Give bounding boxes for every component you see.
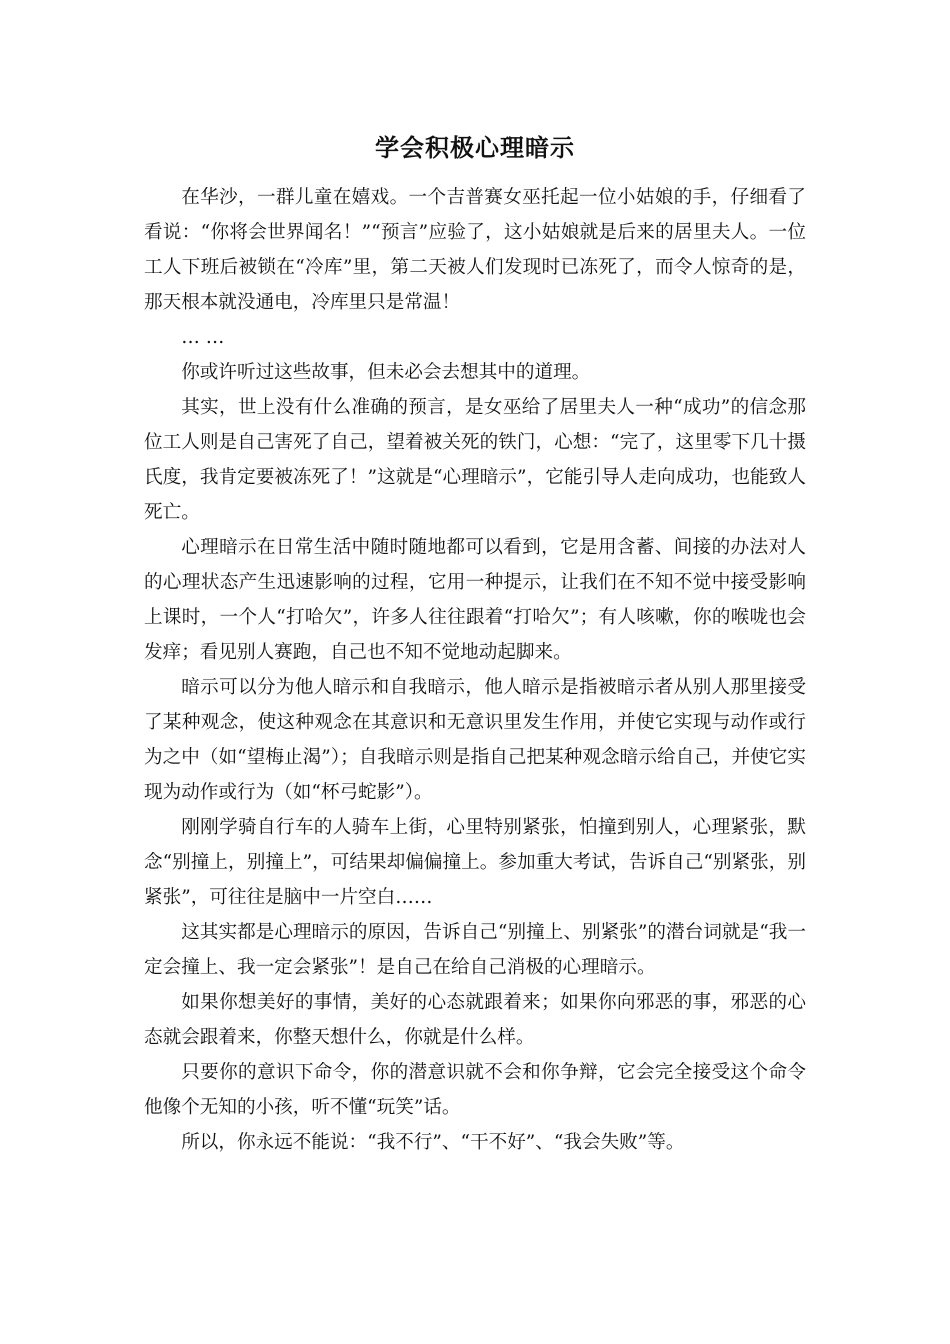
paragraph-6: 暗示可以分为他人暗示和自我暗示，他人暗示是指被暗示者从别人那里接受了某种观念，使这种观念在其意识和无意识里发生作用，并使它实现与动作或行为之中（如“望梅止渴”）；自我暗示则是指自己把某种观念暗示给自己，并使它实现为动作或行为（如“杯弓蛇影”）。 — [144, 677, 806, 803]
paragraph-1: 在华沙，一群儿童在嬉戏。一个吉普赛女巫托起一位小姑娘的手，仔细看了看说：“你将会世界闻名！”“预言”应验了，这小姑娘就是后来的居里夫人。一位工人下班后被锁在“冷库”里，第二天被人们发现时已冻死了，而令人惊奇的是，那天根本就没通电，冷库里只是常温！ — [144, 187, 806, 313]
document-body — [144, 180, 806, 1160]
paragraph-4: 其实，世上没有什么准确的预言，是女巫给了居里夫人一种“成功”的信念那位工人则是自己害死了自己，望着被关死的铁门，心想：“完了，这里零下几十摄氏度，我肯定要被冻死了！”这就是“心理暗示”，它能引导人走向成功，也能致人死亡。 — [144, 397, 806, 523]
paragraph-11: 所以，你永远不能说：“我不行”、“干不好”、“我会失败”等。 — [181, 1132, 685, 1153]
paragraph-9: 如果你想美好的事情，美好的心态就跟着来；如果你向邪恶的事，邪恶的心态就会跟着来，你整天想什么，你就是什么样。 — [144, 992, 806, 1048]
paragraph-10: 只要你的意识下命令，你的潜意识就不会和你争辩，它会完全接受这个命令他像个无知的小孩，听不懂“玩笑”话。 — [144, 1062, 806, 1118]
paragraph-3: 你或许听过这些故事，但未必会去想其中的道理。 — [181, 362, 591, 383]
paragraph-8: 这其实都是心理暗示的原因，告诉自己“别撞上、别紧张”的潜台词就是“我一定会撞上、我一定会紧张”！是自己在给自己消极的心理暗示。 — [144, 922, 806, 978]
paragraph-7: 刚刚学骑自行车的人骑车上街，心里特别紧张，怕撞到别人，心理紧张，默念“别撞上，别撞上”，可结果却偏偏撞上。参加重大考试，告诉自己“别紧张，别紧张”，可往往是脑中一片空白…… — [144, 817, 806, 908]
paragraph-2: … … — [181, 327, 225, 348]
paragraph-5: 心理暗示在日常生活中随时随地都可以看到，它是用含蓄、间接的办法对人的心理状态产生迅速影响的过程，它用一种提示，让我们在不知不觉中接受影响上课时，一个人“打哈欠”，许多人往往跟着“打哈欠”；有人咳嗽，你的喉咙也会发痒；看见别人赛跑，自己也不知不觉地动起脚来。 — [144, 537, 806, 663]
document-title: 学会积极心理暗示 — [375, 134, 575, 162]
